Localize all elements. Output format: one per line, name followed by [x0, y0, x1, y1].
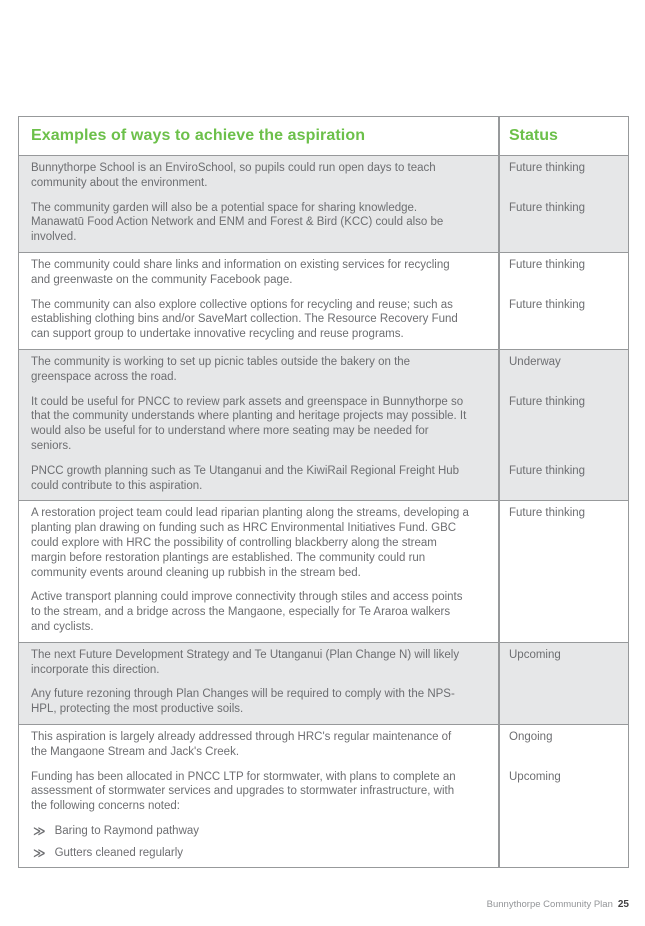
entry-text [19, 846, 498, 861]
status-label: Future thinking [509, 298, 586, 311]
bullet-text: Baring to Raymond pathway [54, 824, 200, 837]
column-divider [498, 350, 500, 500]
page-footer [487, 899, 629, 910]
table-cell-entry [19, 590, 628, 634]
header-status: Status [509, 127, 558, 144]
table-cell-entry [19, 298, 628, 342]
bullet-list-item [19, 824, 628, 839]
column-divider [498, 253, 500, 349]
status-label: Underway [509, 355, 561, 368]
status-label: Future thinking [509, 464, 586, 477]
column-divider [498, 156, 500, 252]
entry-text: The community can also explore collective options for recycling and reuse; such as establishing clothing bins and/or SaveMart collection. The Resource Recovery Fund can support group to undertake innovative recycling and reuse programs. [31, 298, 458, 341]
table-cell-entry [19, 464, 628, 494]
table-row [19, 501, 628, 642]
table-row [19, 350, 628, 501]
table-cell-entry [19, 355, 628, 385]
bullet-list-item [19, 846, 628, 861]
table-row [19, 725, 628, 868]
entry-text: The community could share links and information on existing services for recycling and greenwaste on the community Facebook page. [31, 258, 450, 286]
aspiration-status-table [18, 116, 629, 868]
table-cell-entry [19, 161, 628, 191]
table-cell-entry [19, 687, 628, 717]
column-divider [498, 643, 500, 724]
table-cell-entry [19, 395, 628, 454]
entry-text: Bunnythorpe School is an EnviroSchool, so pupils could run open days to teach community about the environment. [31, 162, 436, 189]
table-header-row [19, 117, 628, 156]
table-row [19, 253, 628, 350]
entry-text: Funding has been allocated in PNCC LTP for stormwater, with plans to complete an assessment of stormwater services and upgrades to stormwater infrastructure, with the following concerns noted: [31, 770, 456, 813]
entry-text: The community garden will also be a potential space for sharing knowledge. Manawatū Food Action Network and ENM and Forest & Bird (KCC) could also be involved. [31, 201, 444, 244]
entry-text: Any future rezoning through Plan Changes will be required to comply with the NPS-HPL, protecting the most productive soils. [31, 688, 455, 716]
table-cell-entry [19, 258, 628, 288]
table-cell-entry [19, 648, 628, 678]
table-cell-entry [19, 730, 628, 760]
bullet-text: Gutters cleaned regularly [54, 846, 184, 859]
chevron-bullet-icon: ≫ [33, 823, 46, 838]
footer-page-number: 25 [617, 899, 629, 910]
chevron-bullet-icon: ≫ [33, 845, 46, 860]
footer-document-title: Bunnythorpe Community Plan [486, 899, 613, 910]
entry-text: The next Future Development Strategy and Te Utanganui (Plan Change N) will likely incorporate this direction. [31, 648, 460, 676]
status-label: Upcoming [509, 770, 561, 783]
table-cell-entry [19, 770, 628, 814]
status-label: Future thinking [509, 201, 586, 214]
entry-text: This aspiration is largely already addressed through HRC's regular maintenance of the Mangaone Stream and Jack's Creek. [31, 730, 452, 758]
column-divider [498, 725, 500, 868]
status-label: Ongoing [509, 730, 553, 743]
entry-text: The community is working to set up picnic tables outside the bakery on the greenspace across the road. [31, 355, 411, 383]
column-divider [498, 117, 500, 155]
entry-text: A restoration project team could lead riparian planting along the streams, developing a planting plan drawing on funding such as HRC Environmental Initiatives Fund. GBC could explore with HRC the possibility of controlling blackberry along the stream margin before restoration plantings are established. The community could run community events around cleaning up rubbish in the stream bed. [31, 507, 469, 579]
table-row [19, 643, 628, 725]
table-cell-entry [19, 506, 628, 580]
entry-text: PNCC growth planning such as Te Utanganui and the KiwiRail Regional Freight Hub could contribute to this aspiration. [31, 464, 460, 492]
status-label: Future thinking [509, 395, 586, 408]
status-label: Future thinking [509, 162, 586, 174]
entry-text: Active transport planning could improve connectivity through stiles and access points to the stream, and a bridge across the Mangaone, especially for Te Araroa walkers and cyclists. [31, 591, 463, 633]
header-examples: Examples of ways to achieve the aspiration [31, 127, 366, 144]
status-label: Upcoming [509, 648, 561, 661]
table-cell-entry [19, 201, 628, 245]
table-row [19, 156, 628, 253]
column-divider [498, 501, 500, 641]
entry-text: It could be useful for PNCC to review park assets and greenspace in Bunnythorpe so that the community understands where planting and heritage projects may possible. It would also be useful for to understand where more seating may be needed for seniors. [31, 395, 467, 452]
entry-text [19, 824, 498, 839]
status-label: Future thinking [509, 507, 586, 520]
status-label: Future thinking [509, 258, 586, 271]
